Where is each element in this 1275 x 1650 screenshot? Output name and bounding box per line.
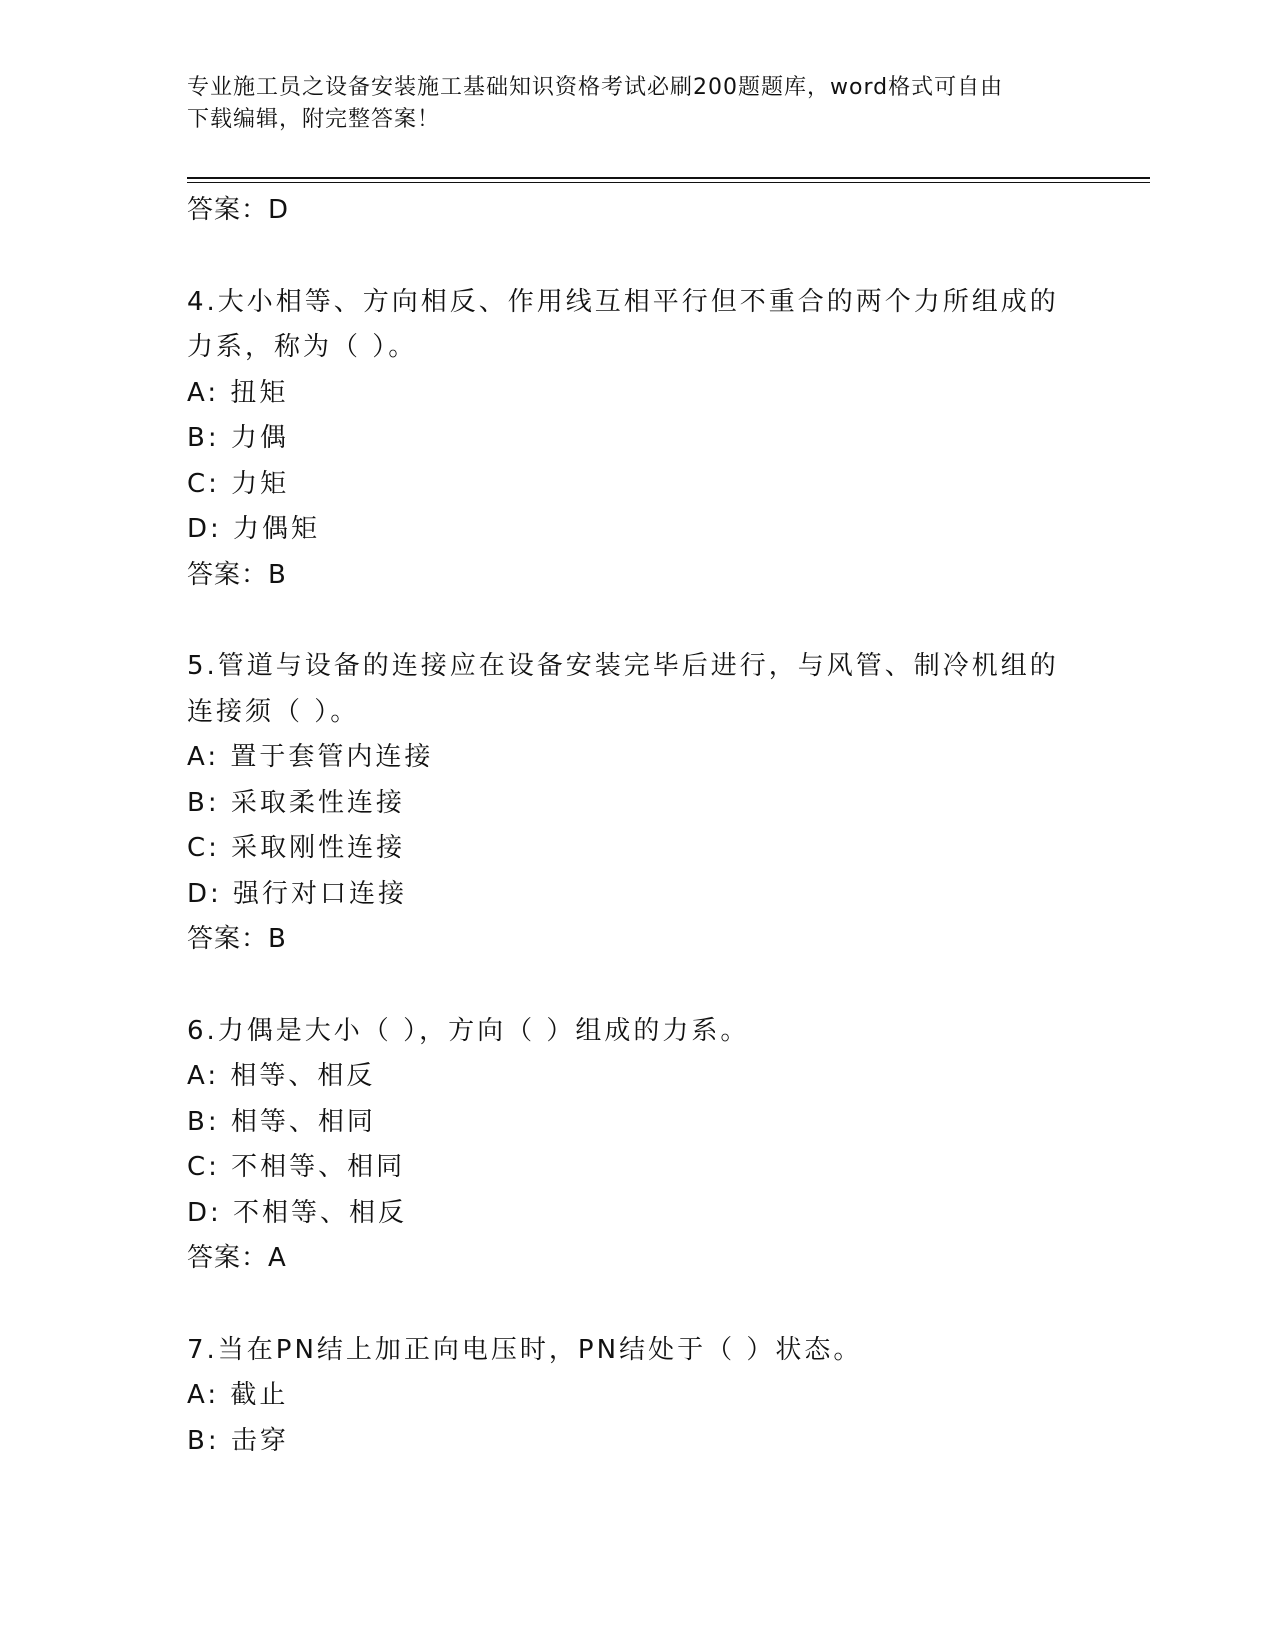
option-b: B: 相等、相同 <box>187 1106 376 1137</box>
spacer <box>187 963 1087 1009</box>
option-c: C: 采取刚性连接 <box>187 833 406 863</box>
question-stem-line: 4.大小相等、方向相反、作用线互相平行但不重合的两个力所组成的 <box>187 286 1059 317</box>
question-stem-line: 6.力偶是大小（ ），方向（ ）组成的力系。 <box>187 1015 750 1046</box>
question-stem-line: 力系，称为（ ）。 <box>187 332 418 362</box>
document-header <box>187 72 1067 136</box>
option-c: C: 不相等、相同 <box>187 1152 406 1182</box>
question-block <box>187 1009 1087 1282</box>
answer-line: 答案：A <box>187 1243 287 1273</box>
question-stem-line: 5.管道与设备的连接应在设备安装完毕后进行，与风管、制冷机组的 <box>187 651 1059 681</box>
question-block <box>187 280 1087 599</box>
option-c: C: 力矩 <box>187 468 290 499</box>
option-d: D: 强行对口连接 <box>187 878 408 909</box>
answer-line: 答案：B <box>187 924 287 954</box>
spacer <box>187 234 1087 280</box>
header-divider-thin <box>187 182 1150 183</box>
option-d: D: 不相等、相反 <box>187 1197 408 1228</box>
option-a: A: 相等、相反 <box>187 1061 376 1091</box>
answer-line: 答案：B <box>187 559 287 590</box>
option-b: B: 击穿 <box>187 1425 289 1456</box>
question-stem-line: 7.当在PN结上加正向电压时，PN结处于（ ）状态。 <box>187 1334 863 1365</box>
option-b: B: 采取柔性连接 <box>187 787 405 818</box>
option-a: A: 扭矩 <box>187 377 289 408</box>
header-divider-thick <box>187 177 1150 179</box>
option-d: D: 力偶矩 <box>187 514 321 544</box>
header-line-2: 下载编辑，附完整答案！ <box>187 107 441 132</box>
option-b: B: 力偶 <box>187 423 289 453</box>
question-block <box>187 644 1087 963</box>
answer-line: 答案：D <box>187 195 290 225</box>
spacer <box>187 1282 1087 1328</box>
question-stem-line: 连接须（ ）。 <box>187 696 360 727</box>
option-a: A: 置于套管内连接 <box>187 742 434 772</box>
option-a: A: 截止 <box>187 1380 289 1410</box>
document-body <box>187 188 1087 1464</box>
header-line-1: 专业施工员之设备安装施工基础知识资格考试必刷200题题库，word格式可自由 <box>187 75 1004 100</box>
spacer <box>187 598 1087 644</box>
question-block <box>187 1328 1087 1465</box>
